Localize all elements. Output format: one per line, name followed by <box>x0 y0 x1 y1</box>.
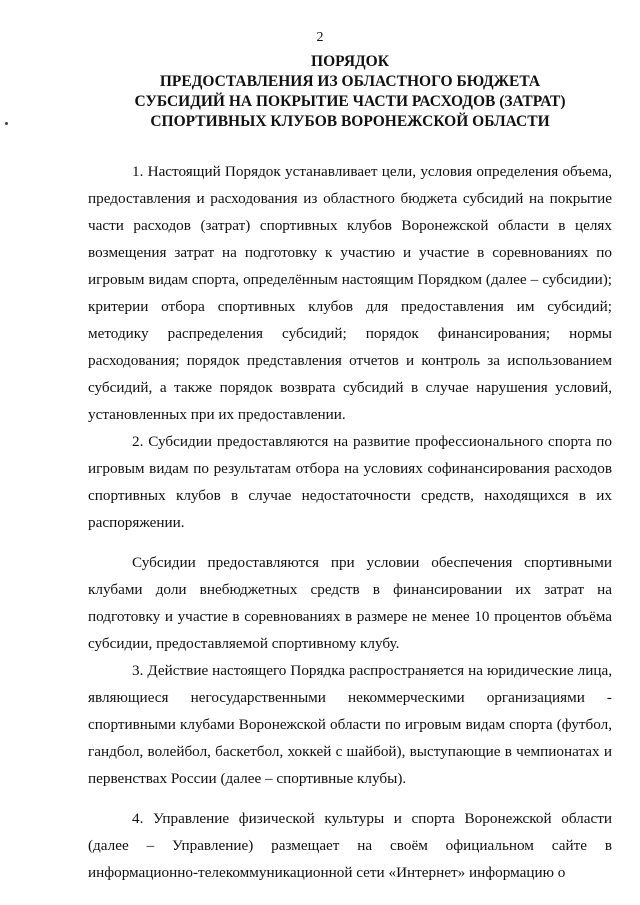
paragraph-5: 4. Управление физической культуры и спорта Воронежской области (далее – Управление) размещает на своём официальном сайте в информационно-телекоммуникационной сети «Интернет» информацию о <box>88 810 612 881</box>
paragraph-1: 1. Настоящий Порядок устанавливает цели, условия определения объема, предоставления и расходования из областного бюджета субсидий на покрытие части расходов (затрат) спортивных клубов Воронежской области в целях возмещения затрат на подготовку к участию и участие в соревнованиях по игровым видам спорта, определённым настоящим Порядком (далее – субсидии); критерии отбора спортивных клубов для предоставления им субсидий; методику распределения субсидий; порядок финансирования; нормы расходования; порядок представления отчетов и контроль за использованием субсидий, а также порядок возврата субсидий в случае нарушения условий, установленных при их предоставлении. <box>88 163 612 423</box>
paragraph-4: 3. Действие настоящего Порядка распространяется на юридические лица, являющиеся негосударственными некоммерческими организациями - спортивными клубами Воронежской области по игровым видам спорта (футбол, гандбол, волейбол, баскетбол, хоккей с шайбой), выступающие в чемпионатах и первенствах России (далее – спортивные клубы). <box>88 662 612 787</box>
document-body <box>88 158 612 886</box>
title-line-3: СУБСИДИЙ НА ПОКРЫТИЕ ЧАСТИ РАСХОДОВ (ЗАТРАТ) <box>134 93 566 110</box>
margin-dot <box>5 122 8 125</box>
title-line-4: СПОРТИВНЫХ КЛУБОВ ВОРОНЕЖСКОЙ ОБЛАСТИ <box>150 113 550 130</box>
title-line-2: ПРЕДОСТАВЛЕНИЯ ИЗ ОБЛАСТНОГО БЮДЖЕТА <box>159 73 541 90</box>
paragraph-3: Субсидии предоставляются при условии обеспечения спортивными клубами доли внебюджетных средств в финансировании их затрат на подготовку и участие в соревнованиях в размере не менее 10 процентов объёма субсидии, предоставляемой спортивному клубу. <box>88 554 612 652</box>
title-line-1: ПОРЯДОК <box>311 53 389 70</box>
page-number: 2 <box>316 30 324 45</box>
paragraph-2: 2. Субсидии предоставляются на развитие профессионального спорта по игровым видам по результатам отбора на условиях софинансирования расходов спортивных клубов в случае недостаточности средств, находящихся в их распоряжении. <box>88 433 612 531</box>
document-title <box>70 52 630 132</box>
